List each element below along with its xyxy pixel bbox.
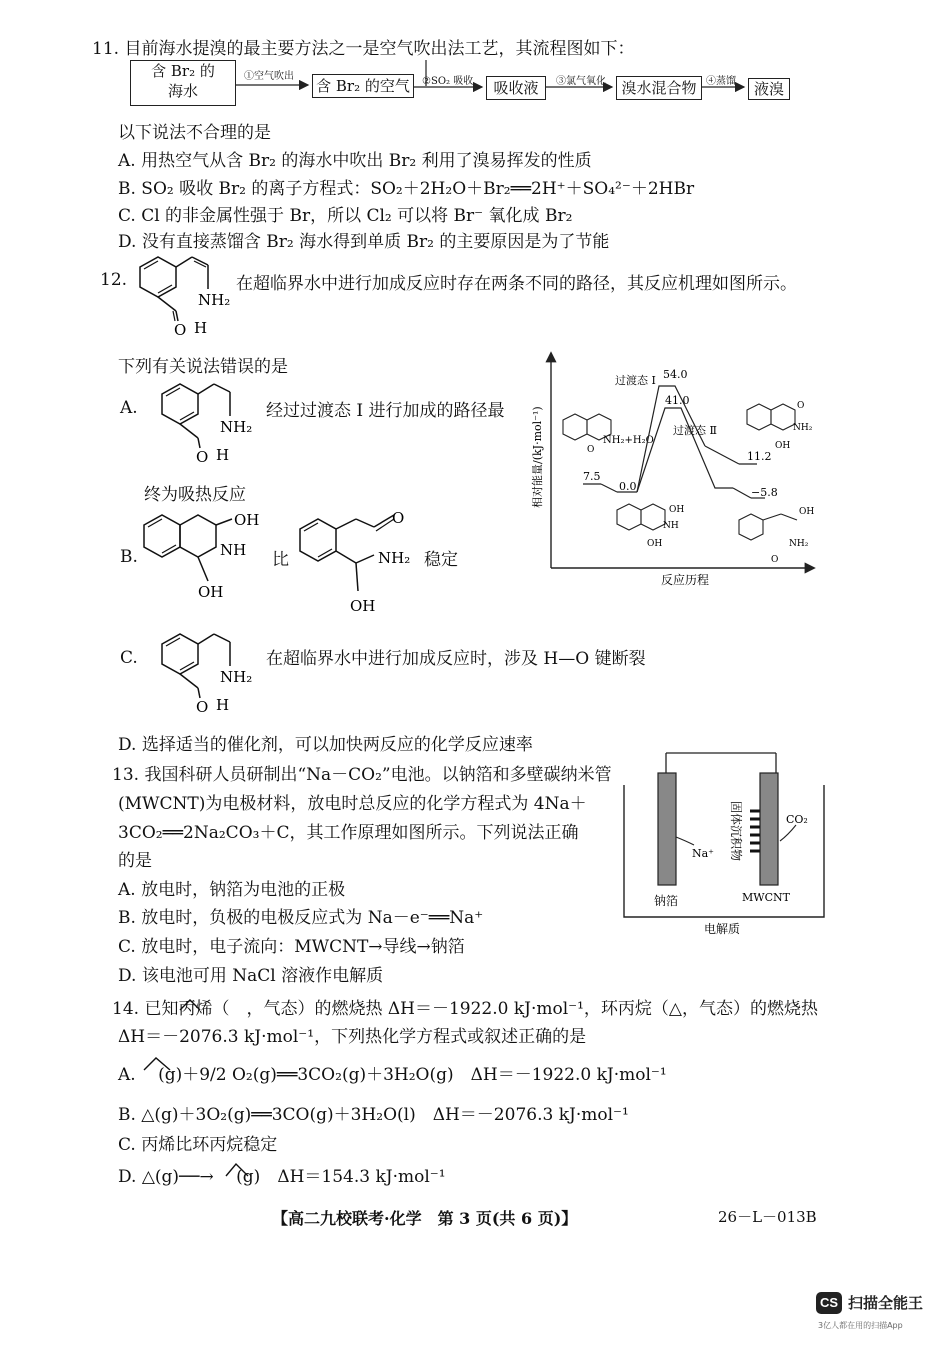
q12-option-b-label: B. (120, 547, 138, 567)
q14-stem-line-2: ΔH＝－2076.3 kJ·mol⁻¹，下列热化学方程式或叙述正确的是 (118, 1027, 587, 1047)
q12-option-b-end: 稳定 (424, 550, 458, 570)
q13-stem-line-1: 13. 我国科研人员研制出“Na－CO₂”电池。以钠箔和多壁碳纳米管 (112, 765, 612, 785)
chart-start-value: 0.0 (619, 480, 637, 493)
q12-number: 12. (100, 270, 128, 290)
q13-option-b: B. 放电时，负极的电极反应式为 Na－e⁻══Na⁺ (118, 908, 484, 928)
chart-reactant-structure (563, 414, 654, 455)
q12-option-d: D. 选择适当的催化剂，可以加快两反应的化学反应速率 (118, 735, 533, 755)
q11-option-b: B. SO₂ 吸收 Br₂ 的离子方程式：SO₂＋2H₂O＋Br₂══2H⁺＋SO₄²⁻＋2HBr (118, 179, 695, 199)
q14-option-b: B. △(g)＋3O₂(g)══3CO(g)＋3H₂O(l) ΔH＝－2076.3 kJ·mol⁻¹ (118, 1105, 629, 1125)
q13-stem-line-4: 的是 (118, 851, 152, 871)
flow-arrows (0, 0, 950, 120)
left-electrode-label: 钠箔 (654, 894, 679, 908)
chart-ts2-value: 41.0 (665, 394, 690, 407)
footer-page-label: 【高二九校联考·化学 第 3 页(共 6 页)】 (272, 1209, 578, 1228)
q11-option-d: D. 没有直接蒸馏含 Br₂ 海水得到单质 Br₂ 的主要原因是为了节能 (118, 232, 610, 252)
chart-ts1-label: 过渡态 Ⅰ (615, 374, 656, 387)
co2-label: CO₂ (786, 813, 808, 826)
q12-option-c-text: 在超临界水中进行加成反应时，涉及 H—O 键断裂 (266, 649, 646, 669)
q11-ask: 以下说法不合理的是 (118, 123, 271, 143)
flow-step-3: ③氯气氧化 (556, 76, 606, 87)
chart-xlabel: 反应历程 (661, 573, 710, 587)
propene-icon (144, 1058, 170, 1070)
electrolyte-label: 电解质 (704, 922, 741, 936)
q13-stem-line-3: 3CO₂══2Na₂CO₃＋C，其工作原理如图所示。下列说法正确 (118, 823, 579, 843)
scanner-logo-icon: CS (816, 1292, 842, 1314)
q12-stem: 在超临界水中进行加成反应时存在两条不同的路径，其反应机理如图所示。 (236, 274, 797, 294)
svg-text:NH₂: NH₂ (220, 418, 253, 436)
svg-text:OH: OH (350, 597, 376, 615)
q12-option-a-text-1: 经过过渡态 Ⅰ 进行加成的路径最 (266, 401, 505, 421)
q12-option-a-label: A. (120, 398, 138, 418)
svg-text:OH: OH (799, 507, 815, 517)
footer-code: 26－L－013B (718, 1208, 817, 1226)
chart-product1-structure (747, 401, 813, 451)
flow-step-4: ④蒸馏 (706, 76, 736, 87)
flow-box-liquid-bromine: 液溴 (748, 78, 790, 100)
q11-stem: 11. 目前海水提溴的最主要方法之一是空气吹出法工艺，其流程图如下： (92, 39, 635, 59)
svg-text:NH: NH (220, 541, 247, 559)
q13-stem-line-2: (MWCNT)为电极材料，放电时总反应的化学方程式为 4Na＋ (118, 794, 587, 814)
svg-text:H: H (216, 696, 230, 714)
svg-text:O: O (392, 509, 405, 527)
svg-text:O: O (771, 555, 779, 565)
propene-icon (226, 1164, 248, 1176)
chem-h: H (194, 319, 208, 337)
flow-box-absorb: 吸收液 (486, 76, 546, 100)
na-ion-label: Na⁺ (692, 847, 714, 860)
watermark-brand: 扫描全能王 (848, 1294, 924, 1312)
svg-text:NH₂: NH₂ (793, 423, 813, 433)
chart-p1-value: 11.2 (747, 450, 772, 463)
svg-text:OH: OH (234, 511, 260, 529)
chart-reactant-value: 7.5 (583, 470, 601, 483)
q14-option-c: C. 丙烯比环丙烷稳定 (118, 1135, 278, 1155)
flow-step-1: ①空气吹出 (244, 71, 294, 82)
chart-product2-structure (739, 507, 814, 565)
deposit-label: 固体沉积物 (729, 801, 743, 862)
q12-structure-main (118, 245, 238, 341)
watermark-tagline: 3亿人都在用的扫描App (818, 1321, 903, 1330)
q14-option-d: D. △(g)──→ (g) ΔH＝154.3 kJ·mol⁻¹ (118, 1167, 446, 1187)
svg-text:NH₂+H₂O: NH₂+H₂O (603, 435, 654, 446)
svg-text:OH: OH (669, 505, 685, 515)
right-electrode-label: MWCNT (742, 891, 790, 904)
q12-option-b-bi: 比 (272, 550, 289, 570)
q14-option-a: A. (g)＋9/2 O₂(g)══3CO₂(g)＋3H₂O(g) ΔH＝－1922.0 kJ·mol⁻¹ (118, 1065, 667, 1085)
q13-option-c: C. 放电时，电子流向：MWCNT→导线→钠箔 (118, 937, 465, 957)
chart-intermediate-structure (617, 504, 684, 549)
flow-box-air: 含 Br₂ 的空气 (312, 74, 414, 98)
q12-option-b-structure-left (136, 505, 276, 605)
chart-ts2-label: 过渡态 Ⅱ (673, 424, 717, 437)
svg-text:NH₂: NH₂ (220, 668, 253, 686)
svg-text:OH: OH (647, 539, 663, 549)
propene-glyphs (0, 990, 950, 1190)
q12-option-a-text-2: 终为吸热反应 (144, 485, 246, 505)
chart-ts1-value: 54.0 (663, 368, 688, 381)
q12-ask: 下列有关说法错误的是 (118, 357, 288, 377)
mwcnt-electrode (760, 773, 778, 885)
chart-ylabel: 相对能量/(kJ·mol⁻¹) (531, 406, 544, 508)
q13-battery-diagram (620, 745, 830, 940)
chart-p2-value: −5.8 (751, 486, 778, 499)
flow-box-seawater: 含 Br₂ 的 海水 (130, 60, 236, 106)
propene-icon (180, 1000, 200, 1010)
chem-o: O (174, 321, 187, 339)
svg-text:OH: OH (775, 441, 791, 451)
svg-text:O: O (196, 698, 209, 716)
svg-text:O: O (587, 445, 595, 455)
q12-option-a-structure (140, 372, 270, 468)
q13-option-d: D. 该电池可用 NaCl 溶液作电解质 (118, 966, 384, 986)
svg-text:NH₂: NH₂ (789, 539, 809, 549)
flow-box-bromine-water: 溴水混合物 (616, 76, 702, 100)
svg-text:NH: NH (663, 521, 679, 531)
flow-step-2: ②SO₂ 吸收 (422, 76, 474, 87)
chem-nh2: NH₂ (198, 291, 231, 309)
svg-text:O: O (797, 401, 805, 411)
svg-text:O: O (196, 448, 209, 466)
q14-stem-line-1: 14. 已知丙烯（ ，气态）的燃烧热 ΔH＝－1922.0 kJ·mol⁻¹，环丙烷（△，气态）的燃烧热 (112, 999, 819, 1019)
svg-text:NH₂: NH₂ (378, 549, 411, 567)
svg-text:OH: OH (198, 583, 224, 601)
q13-option-a: A. 放电时，钠箔为电池的正极 (118, 880, 346, 900)
q12-option-c-label: C. (120, 648, 138, 668)
q11-option-c: C. Cl 的非金属性强于 Br，所以 Cl₂ 可以将 Br⁻ 氧化成 Br₂ (118, 206, 573, 226)
q12-energy-chart (525, 348, 825, 593)
q12-option-c-structure (140, 622, 270, 718)
sodium-foil-electrode (658, 773, 676, 885)
svg-text:H: H (216, 446, 230, 464)
q11-option-a: A. 用热空气从含 Br₂ 的海水中吹出 Br₂ 利用了溴易挥发的性质 (118, 151, 592, 171)
